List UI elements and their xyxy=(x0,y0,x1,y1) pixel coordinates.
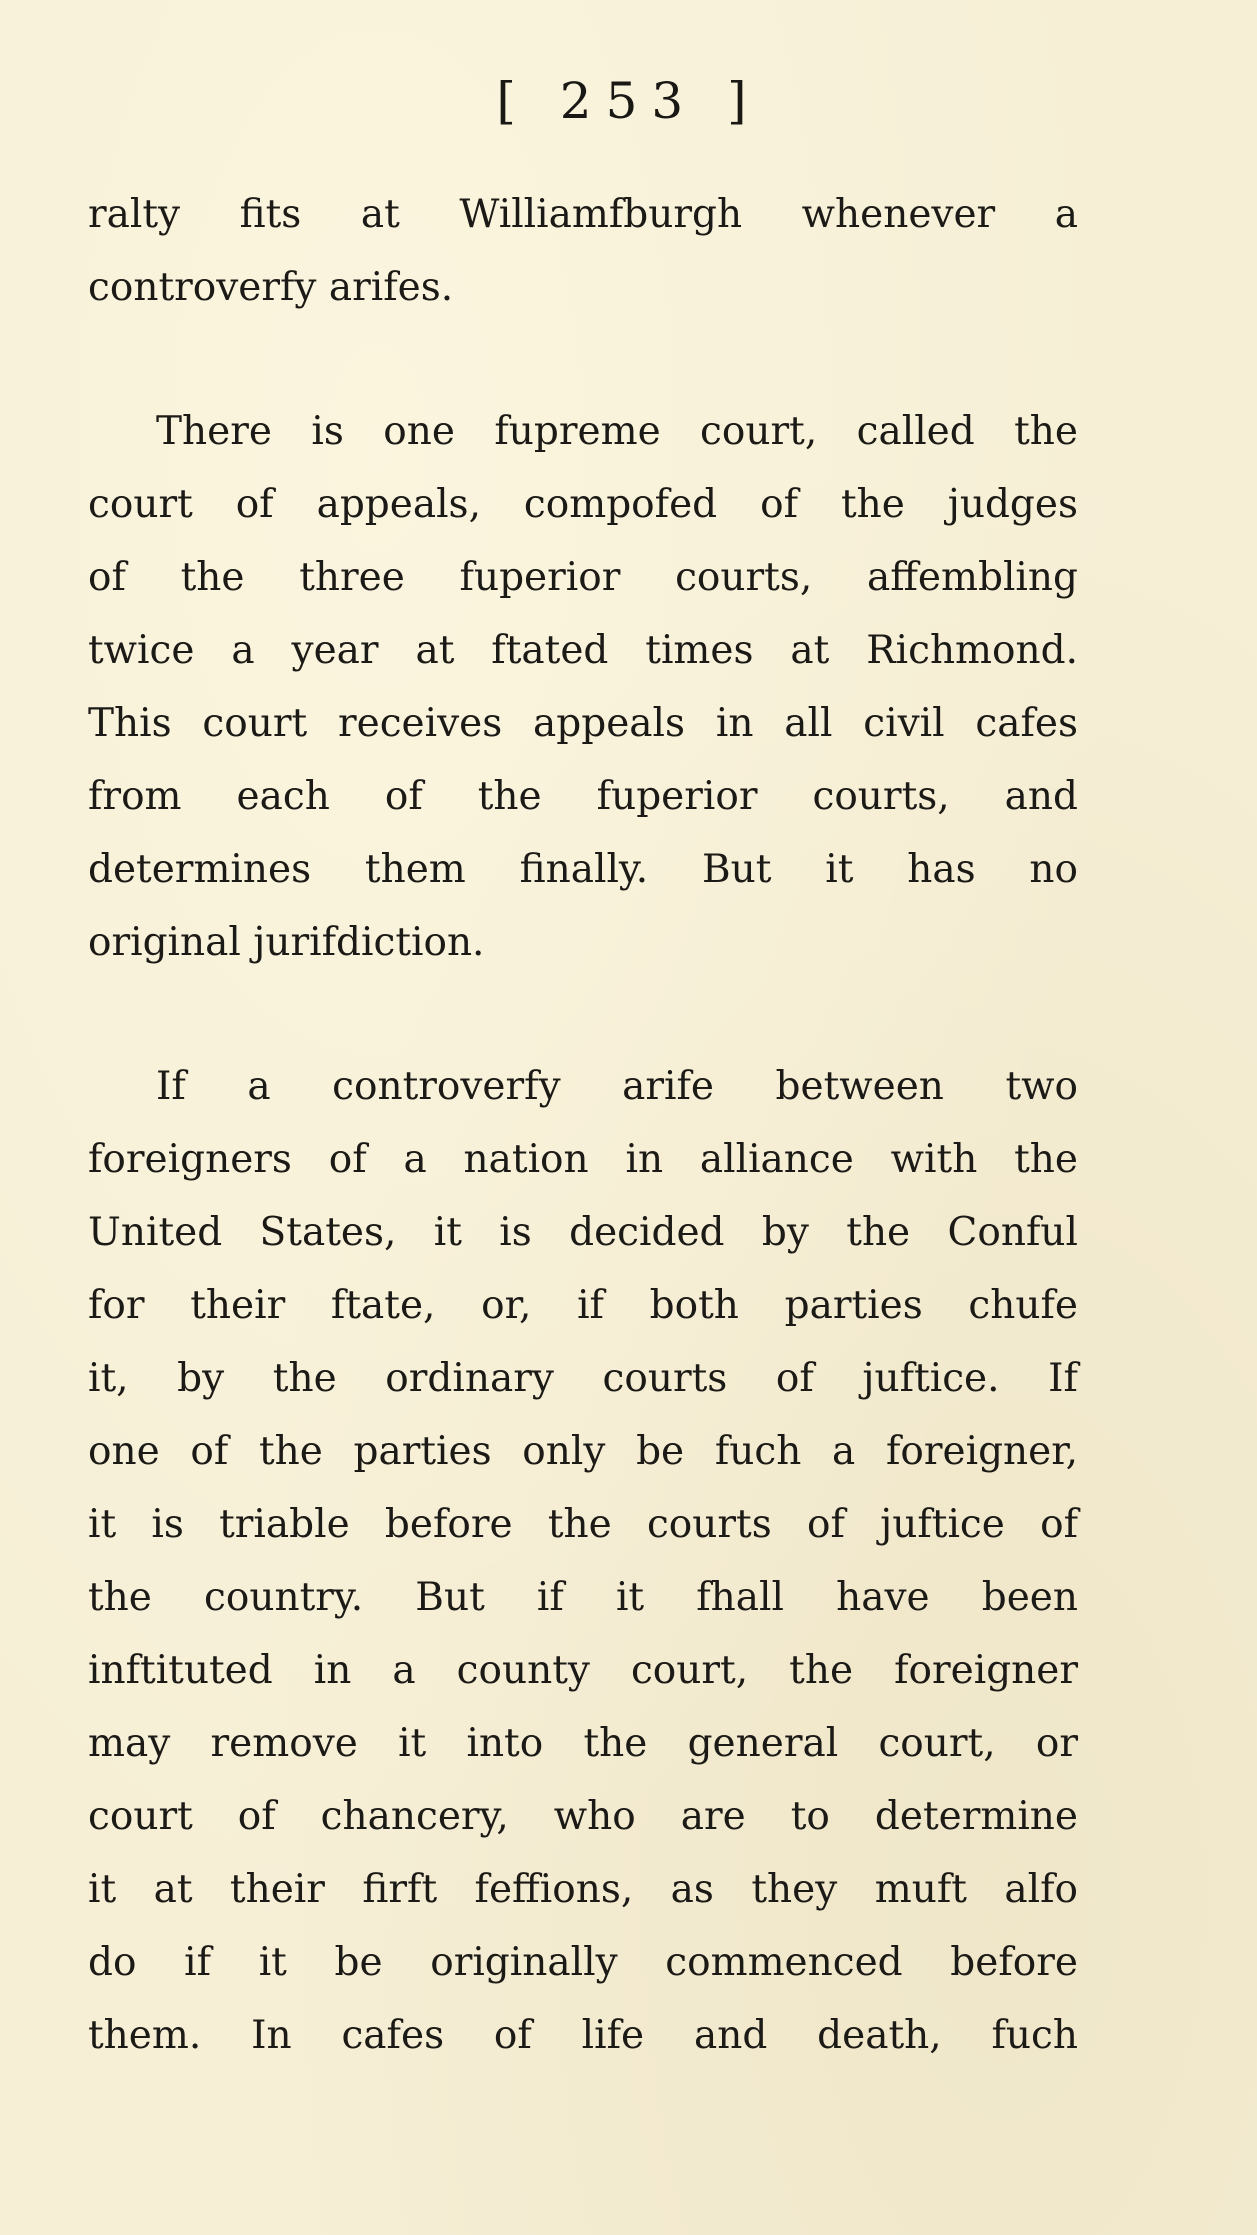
text-line: If a controverfy arife between two xyxy=(156,1064,1078,1109)
text-line: for their ftate, or, if both parties chufe xyxy=(88,1283,1078,1328)
paragraph-3 xyxy=(88,1050,1078,2072)
text-line: from each of the fuperior courts, and xyxy=(88,774,1078,819)
text-line: do if it be originally commenced before xyxy=(88,1940,1078,1985)
text-line: it, by the ordinary courts of juftice. If xyxy=(88,1356,1078,1401)
paragraph-1 xyxy=(88,178,1078,324)
text-line: controverfy arifes. xyxy=(88,265,454,310)
text-line: may remove it into the general court, or xyxy=(88,1721,1078,1766)
text-line: it at their firft feffions, as they muft alfo xyxy=(88,1867,1078,1912)
text-line: it is triable before the courts of juftice of xyxy=(88,1502,1078,1547)
text-line: the country. But if it fhall have been xyxy=(88,1575,1078,1620)
text-line: of the three fuperior courts, affembling xyxy=(88,555,1078,600)
text-line: them. In cafes of life and death, fuch xyxy=(88,2013,1078,2058)
text-line: court of appeals, compofed of the judges xyxy=(88,482,1078,527)
text-line: one of the parties only be fuch a foreigner, xyxy=(88,1429,1078,1474)
text-line: There is one fupreme court, called the xyxy=(156,409,1078,454)
text-line: twice a year at ftated times at Richmond. xyxy=(88,628,1078,673)
text-line: original jurifdiction. xyxy=(88,920,485,965)
text-line: This court receives appeals in all civil cafes xyxy=(88,701,1078,746)
page-number: [ 253 ] xyxy=(496,72,761,130)
text-line: inftituted in a county court, the foreigner xyxy=(88,1648,1078,1693)
paragraph-2 xyxy=(88,395,1078,979)
text-line: court of chancery, who are to determine xyxy=(88,1794,1078,1839)
text-line: ralty fits at Williamfburgh whenever a xyxy=(88,192,1078,237)
text-line: foreigners of a nation in alliance with the xyxy=(88,1137,1078,1182)
text-line: determines them finally. But it has no xyxy=(88,847,1078,892)
text-line: United States, it is decided by the Conful xyxy=(88,1210,1078,1255)
